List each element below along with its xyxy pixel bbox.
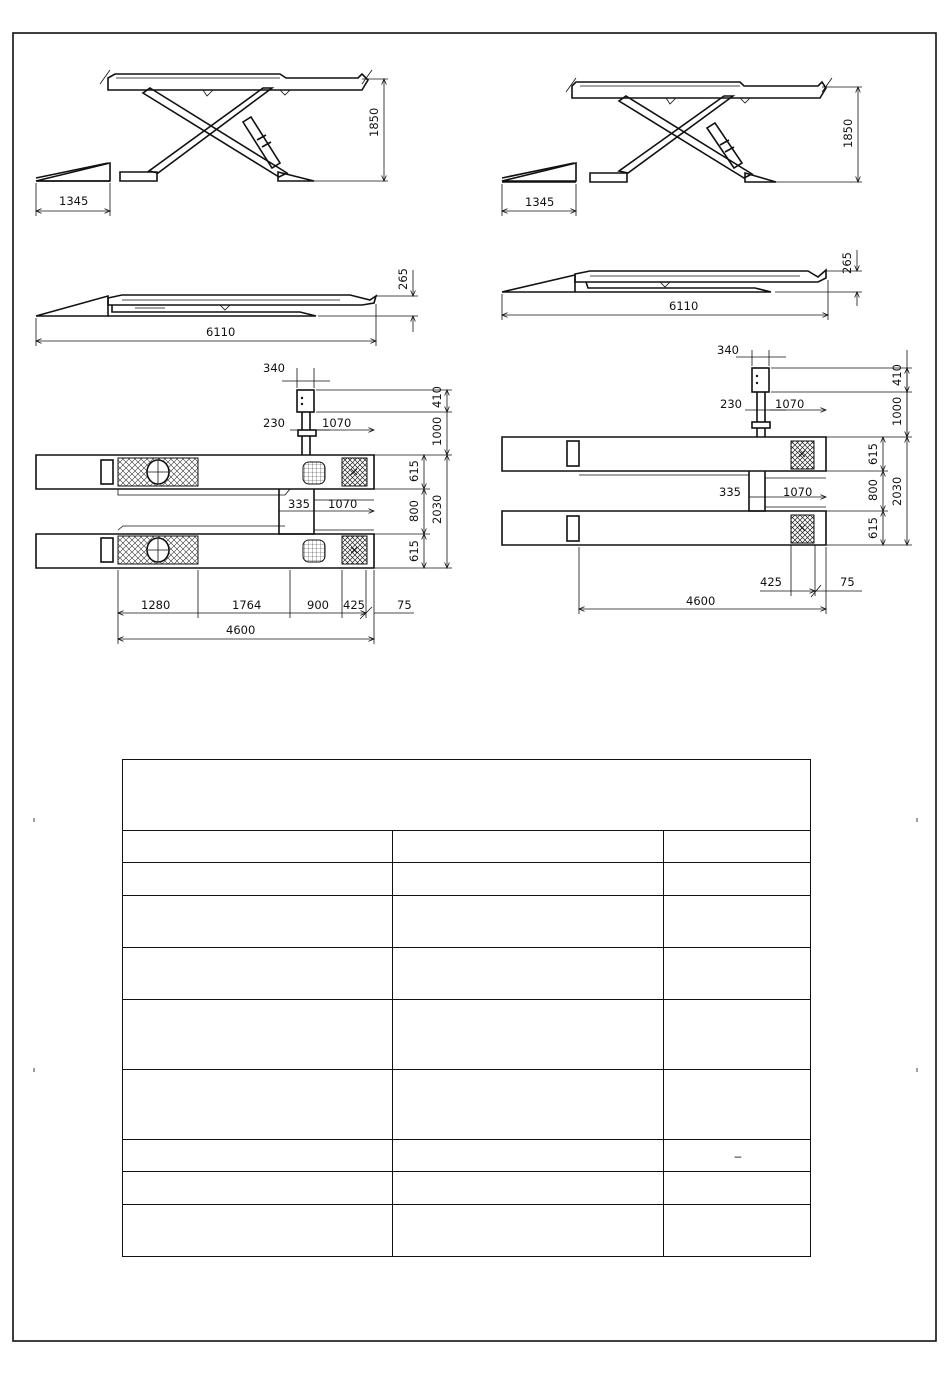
control-console <box>752 368 769 392</box>
dim-platform-width-upper: 615 <box>407 460 421 482</box>
table-cell <box>664 1172 812 1204</box>
table-cell <box>393 1172 664 1204</box>
dim-seg-3: 900 <box>307 598 329 612</box>
dim-console-depth: 410 <box>890 364 904 386</box>
dim-seg-5: 75 <box>840 575 855 589</box>
dim-overall-length: 6110 <box>669 299 699 313</box>
runway-top <box>572 82 826 98</box>
right-side-view-raised <box>502 78 832 182</box>
left-side-dims <box>36 79 388 216</box>
dim-ramp-length: 1345 <box>59 194 89 208</box>
dim-console-offset: 1070 <box>775 397 805 411</box>
dim-gap-width: 800 <box>866 479 880 501</box>
table-cell <box>123 1172 393 1204</box>
right-lowered-dims <box>502 250 862 320</box>
table-cell: – <box>734 1149 742 1163</box>
dim-seg-2: 1764 <box>232 598 262 612</box>
dim-seg-4: 425 <box>760 575 782 589</box>
left-lowered-dims <box>36 268 418 346</box>
table-cell <box>664 1205 812 1257</box>
cross-connector <box>279 489 314 534</box>
dim-console-post: 230 <box>263 416 285 430</box>
dim-console-post: 230 <box>720 397 742 411</box>
spec-table <box>122 759 811 1257</box>
table-cell <box>664 863 812 895</box>
table-cell <box>393 1070 664 1139</box>
dim-inner-step: 335 <box>719 485 741 499</box>
upper-wheel-pad <box>101 460 113 484</box>
right-side-view-lowered <box>502 270 826 292</box>
upper-wheel-pad <box>567 441 579 466</box>
table-cell <box>393 831 664 862</box>
left-side-view-raised <box>36 70 372 181</box>
lower-wheel-pad <box>567 516 579 541</box>
right-plan-dims <box>579 343 912 614</box>
table-cell <box>393 948 664 999</box>
dim-overall-width: 2030 <box>890 476 904 506</box>
table-row <box>123 948 810 1000</box>
left-plan-dims <box>118 361 452 644</box>
base-left <box>590 173 627 182</box>
spec-table-header <box>123 760 810 831</box>
base-right <box>745 173 776 182</box>
table-cell <box>123 1070 393 1139</box>
left-side-view-lowered <box>36 295 376 316</box>
table-row <box>123 831 810 863</box>
scissor-arm-1 <box>143 88 287 177</box>
table-row <box>123 863 810 896</box>
base-right <box>278 172 314 181</box>
table-cell <box>123 1205 393 1257</box>
dim-platform-length: 4600 <box>226 623 256 637</box>
upper-runway <box>502 437 826 471</box>
table-cell <box>393 896 664 947</box>
dim-inner-step: 335 <box>288 497 310 511</box>
right-plan-view <box>502 368 826 545</box>
table-cell <box>664 1070 812 1139</box>
dim-console-distance: 1000 <box>890 396 904 426</box>
table-row <box>123 1000 810 1070</box>
base-left <box>120 172 157 181</box>
table-cell <box>123 863 393 895</box>
dim-inner-length: 1070 <box>783 485 813 499</box>
dim-height-raised: 1850 <box>367 107 381 137</box>
dim-overall-length: 6110 <box>206 325 236 339</box>
dim-overall-width: 2030 <box>430 494 444 524</box>
table-cell <box>393 1000 664 1069</box>
dim-seg-1: 1280 <box>141 598 171 612</box>
dim-ramp-length: 1345 <box>525 195 555 209</box>
cross-connector <box>749 471 765 511</box>
table-cell <box>664 831 812 862</box>
dim-console-width: 340 <box>263 361 285 375</box>
dim-height-lowered: 265 <box>840 252 854 274</box>
table-cell <box>123 896 393 947</box>
control-console <box>297 390 314 412</box>
dim-gap-width: 800 <box>407 500 421 522</box>
table-row <box>123 1205 810 1257</box>
table-cell <box>393 863 664 895</box>
dim-seg-4: 425 <box>343 598 365 612</box>
dim-platform-width-lower: 615 <box>407 540 421 562</box>
dim-seg-5: 75 <box>397 598 412 612</box>
dim-console-depth: 410 <box>430 386 444 408</box>
table-row <box>123 896 810 948</box>
dim-console-distance: 1000 <box>430 416 444 446</box>
dim-platform-width-upper: 615 <box>866 443 880 465</box>
hydraulic-cylinder <box>243 117 280 168</box>
table-cell <box>123 948 393 999</box>
lower-wheel-pad <box>101 538 113 562</box>
runway-top <box>108 74 368 90</box>
dim-platform-width-lower: 615 <box>866 517 880 539</box>
hydraulic-cylinder <box>707 123 742 168</box>
table-cell <box>664 896 812 947</box>
table-cell <box>123 1140 393 1171</box>
dim-console-width: 340 <box>717 343 739 357</box>
right-side-dims <box>502 87 862 216</box>
scissor-arm-2 <box>149 88 272 173</box>
table-cell <box>664 948 812 999</box>
table-cell <box>123 1000 393 1069</box>
table-cell <box>123 831 393 862</box>
dim-height-raised: 1850 <box>841 118 855 148</box>
lower-runway <box>502 511 826 545</box>
dim-height-lowered: 265 <box>396 268 410 290</box>
dim-platform-length: 4600 <box>686 594 716 608</box>
dim-console-offset: 1070 <box>322 416 352 430</box>
table-cell <box>393 1140 664 1171</box>
table-row <box>123 1070 810 1140</box>
table-cell <box>393 1205 664 1257</box>
table-row <box>123 1140 810 1172</box>
table-row <box>123 1172 810 1205</box>
table-cell <box>664 1000 812 1069</box>
dim-inner-length: 1070 <box>328 497 358 511</box>
